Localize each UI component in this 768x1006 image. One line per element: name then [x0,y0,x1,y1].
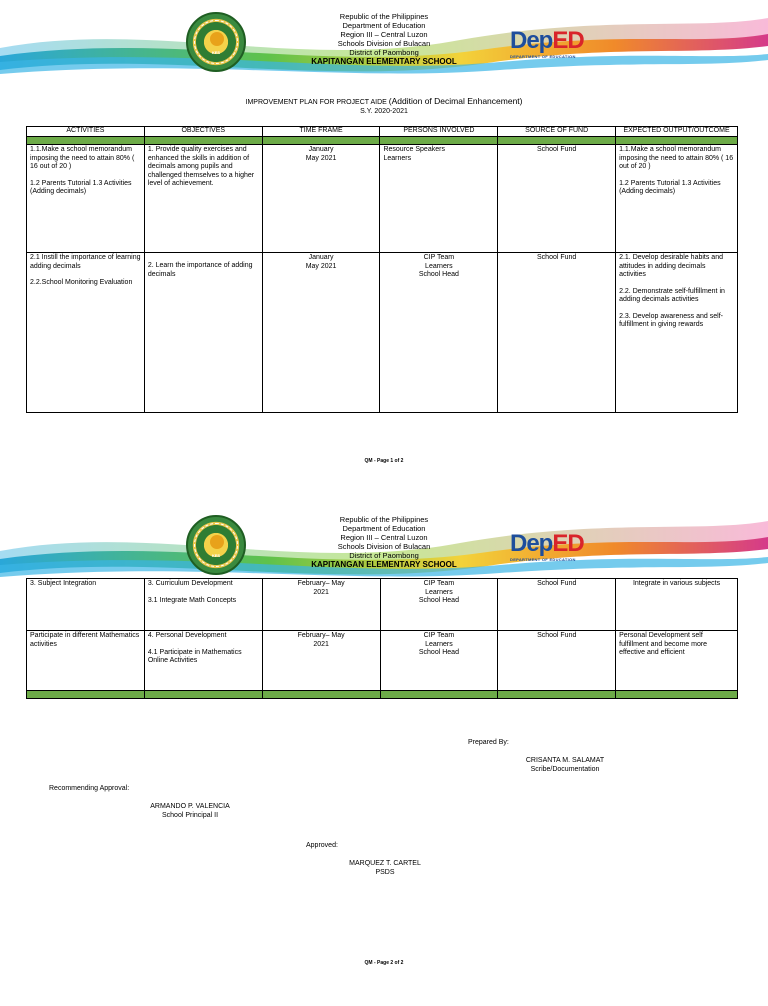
cell-text: School Fund [537,146,577,153]
cell-text: 2.1 Instill the importance of learning adding decimals [30,254,141,270]
prepared-by-label: Prepared By: [468,739,509,746]
page-footer: QM - Page 2 of 2 [364,960,404,966]
col-header-output: EXPECTED OUTPUT/OUTCOME [616,127,738,137]
header-line: District of Paombong [349,551,419,560]
cell-text: School Head [418,649,459,656]
cell-objectives [144,579,262,631]
cell-text: 1.2 Parents Tutorial 1.3 Activities (Adding decimals) [30,179,132,195]
cell-output [616,145,738,253]
document-title [0,97,768,116]
header-line: District of Paombong [349,48,419,57]
cell-text: School Fund [537,632,577,639]
page-1 [0,0,768,500]
cell-text: 2021 [313,588,329,596]
header-line: Schools Division of Bulacan [337,39,431,48]
recommending-label: Recommending Approval: [49,785,130,792]
deped-logo-ed: ED [552,530,584,557]
approved-name: MARQUEZ T. CARTEL [349,860,421,867]
cell-persons [380,579,498,631]
cell-text: Learners [425,588,453,596]
cell-text: Resource Speakers [383,146,445,153]
cell-output [616,631,738,691]
page-2 [0,503,768,1003]
school-year: S.Y. 2020-2021 [360,108,408,115]
cell-text: 1.1.Make a school memorandum imposing the need to attain 80% ( 16 out of 20 ) [30,146,135,170]
cell-text: Integrate in various subjects [632,580,721,587]
cell-text: 2. Learn the importance of adding decimals [147,262,253,278]
cell-persons [380,631,498,691]
school-name: KAPITANGAN ELEMENTARY SCHOOL [311,560,457,569]
header-line: Region III – Central Luzon [340,30,428,39]
cell-text: School Fund [537,254,577,261]
cell-activities [27,579,145,631]
deped-logo-ed: ED [552,27,584,54]
improvement-plan-table-continued [26,578,738,699]
cell-text: School Head [418,271,459,278]
cell-text: CIP Team [423,632,455,639]
col-header-activities: ACTIVITIES [27,127,145,137]
school-seal-logo: KES [186,12,246,72]
header-line: Department of Education [342,524,426,533]
approved-block [325,860,445,877]
cell-time-frame [262,253,380,413]
cell-activities [27,631,145,691]
title-suffix: (Addition of Decimal Enhancement) [388,96,523,106]
page-footer: QM - Page 1 of 2 [364,458,404,464]
cell-fund [498,253,616,413]
cell-text: Participate in different Mathematics activities [30,632,140,648]
cell-text: CIP Team [423,254,455,261]
cell-objectives [144,253,262,413]
cell-text: Learners [383,154,412,162]
col-header-time-frame: TIME FRAME [262,127,380,137]
table-header-row [27,127,738,137]
recommending-block [130,803,250,820]
cell-text: Learners [425,640,453,648]
approved-role: PSDS [375,868,395,876]
letterhead [0,12,768,66]
cell-objectives [144,145,262,253]
table-row [27,631,738,691]
table-row [27,145,738,253]
prepared-by-role: Scribe/Documentation [530,765,600,773]
cell-fund [498,579,616,631]
cell-text: 4. Personal Development [147,632,227,639]
recommending-name: ARMANDO P. VALENCIA [150,803,230,810]
cell-text: 2021 [313,640,329,648]
header-line: Republic of the Philippines [339,515,429,524]
deped-logo-dep: Dep [510,27,553,54]
cell-text: January [308,254,334,261]
cell-text: 1.2 Parents Tutorial 1.3 Activities (Adding decimals) [619,179,721,195]
cell-fund [498,145,616,253]
cell-text: January [308,146,334,153]
school-name: KAPITANGAN ELEMENTARY SCHOOL [311,57,457,66]
green-separator-row [27,137,738,145]
cell-objectives [144,631,262,691]
cell-text: CIP Team [423,580,455,587]
cell-text: 1. Provide quality exercises and enhanced the skills in addition of decimals among pupils and challenged themselves to a higher level of achievement. [147,146,255,187]
recommending-role: School Principal II [161,811,219,819]
cell-activities [27,145,145,253]
cell-text: Personal Development self fulfillment and become more effective and efficient [619,632,708,656]
cell-activities [27,253,145,413]
cell-text: February– May [297,632,345,639]
cell-output [616,579,738,631]
cell-text: 2.3. Develop awareness and self-fulfillment in giving rewards [619,312,723,328]
col-header-objectives: OBJECTIVES [144,127,262,137]
deped-logo [510,28,586,64]
prepared-by-block [500,757,630,774]
deped-logo-subtitle: DEPARTMENT OF EDUCATION [510,54,576,59]
cell-fund [498,631,616,691]
cell-text: 2.1. Develop desirable habits and attitudes in adding decimals activities [619,254,723,278]
cell-text: May 2021 [305,154,337,162]
cell-text: School Head [418,597,459,604]
cell-persons [380,253,498,413]
table-row [27,253,738,413]
col-header-fund: SOURCE OF FUND [498,127,616,137]
prepared-by-name: CRISANTA M. SALAMAT [525,757,605,764]
header-line: Department of Education [342,21,426,30]
improvement-plan-table [26,126,738,413]
cell-text: 4.1 Participate in Mathematics Online Activities [147,648,242,664]
cell-text: 3. Subject Integration [30,580,97,587]
cell-text: May 2021 [305,262,337,270]
col-header-persons: PERSONS INVOLVED [380,127,498,137]
title-prefix: IMPROVEMENT PLAN FOR PROJECT AIDE [245,99,387,106]
cell-text: 3.1 Integrate Math Concepts [147,596,237,604]
header-line: Republic of the Philippines [339,12,429,21]
table-row [27,579,738,631]
school-seal-logo: KES [186,515,246,575]
green-separator-row [27,691,738,699]
approved-label: Approved: [306,842,338,849]
deped-logo-subtitle: DEPARTMENT OF EDUCATION [510,557,576,562]
cell-text: School Fund [537,580,577,587]
cell-output [616,253,738,413]
deped-logo [510,531,586,567]
cell-persons [380,145,498,253]
letterhead [0,515,768,569]
deped-logo-dep: Dep [510,530,553,557]
cell-time-frame [262,631,380,691]
cell-time-frame [262,579,380,631]
header-line: Region III – Central Luzon [340,533,428,542]
cell-text: 1.1.Make a school memorandum imposing the need to attain 80% ( 16 out of 20 ) [619,146,734,170]
cell-text: 2.2.School Monitoring Evaluation [30,279,133,286]
cell-text: Learners [425,262,453,270]
cell-time-frame [262,145,380,253]
cell-text: February– May [297,580,345,587]
cell-text: 3. Curriculum Development [147,580,233,587]
header-line: Schools Division of Bulacan [337,542,431,551]
cell-text: 2.2. Demonstrate self-fulfillment in adding decimals activities [619,287,725,303]
